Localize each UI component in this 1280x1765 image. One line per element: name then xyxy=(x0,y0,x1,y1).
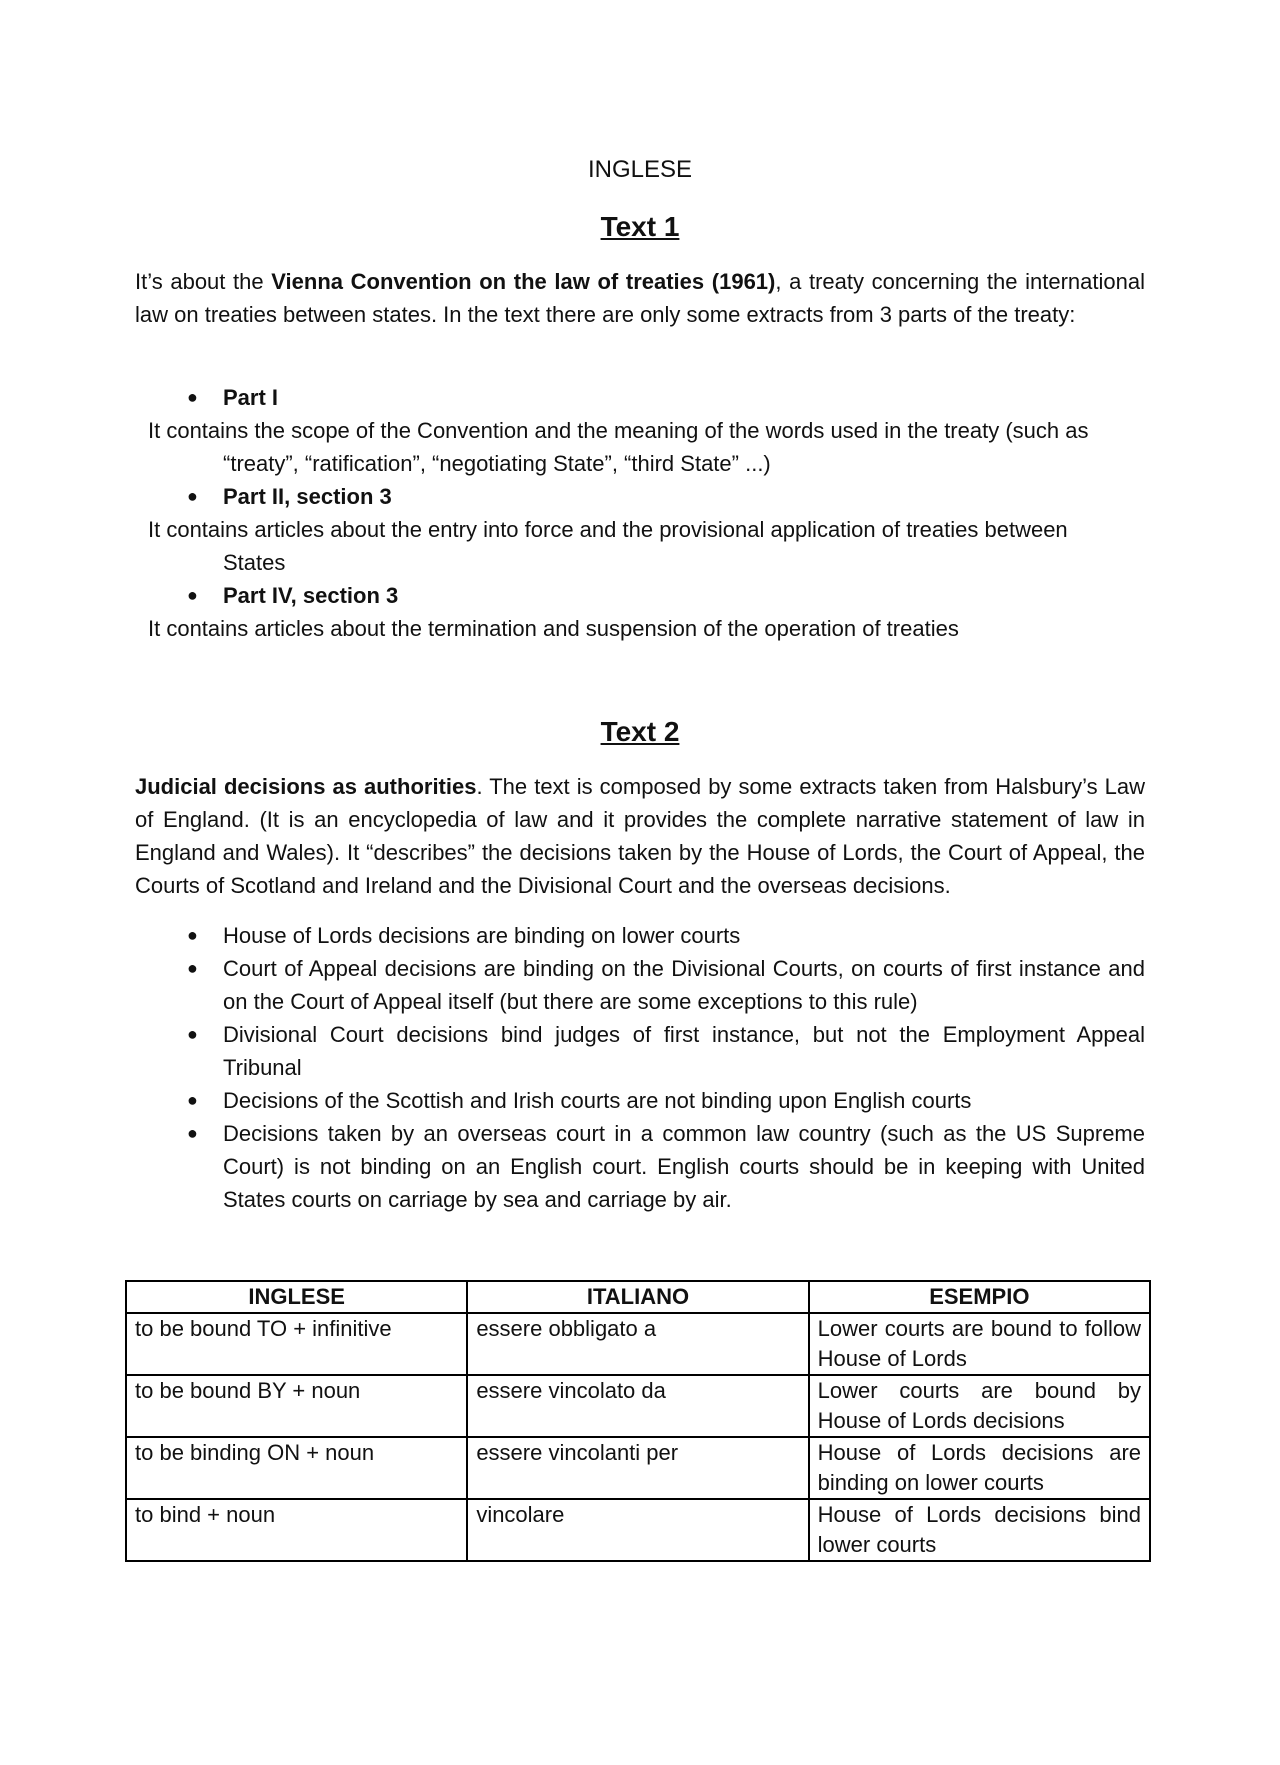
table-cell-example: House of Lords decisions bind lower courts xyxy=(809,1499,1150,1561)
part-description xyxy=(148,513,1145,579)
list-item xyxy=(187,1117,1145,1216)
bullet-icon: ● xyxy=(187,925,198,945)
bullet-icon: ● xyxy=(187,387,198,407)
table-row xyxy=(126,1313,1150,1375)
part-item xyxy=(187,381,1145,414)
column-header: INGLESE xyxy=(126,1281,467,1313)
table-row xyxy=(126,1437,1150,1499)
part-desc-line: States xyxy=(223,550,286,575)
list-item xyxy=(187,1018,1145,1084)
table-cell-example: Lower courts are bound by House of Lords decisions xyxy=(809,1375,1150,1437)
column-header: ITALIANO xyxy=(467,1281,808,1313)
table-cell-italian: essere obbligato a xyxy=(467,1313,808,1375)
section-title-text2: Text 2 xyxy=(600,716,680,747)
table-row xyxy=(126,1375,1150,1437)
table-cell-example: Lower courts are bound to follow House of Lords xyxy=(809,1313,1150,1375)
list-item-text: House of Lords decisions are binding on lower courts xyxy=(223,923,741,948)
table-cell-italian: essere vincolato da xyxy=(467,1375,808,1437)
list-item xyxy=(187,952,1145,1018)
document-title: INGLESE xyxy=(587,156,693,183)
part-description xyxy=(148,612,1145,645)
table-cell-english: to be binding ON + noun xyxy=(126,1437,467,1499)
vocabulary-table xyxy=(125,1280,1151,1562)
text1-intro-suffix: , a treaty concerning the international law on treaties between states. In the text there are only some extracts from 3 parts of the treaty: xyxy=(135,269,1145,327)
text2-intro-paragraph xyxy=(135,770,1145,902)
bullet-icon: ● xyxy=(187,486,198,506)
text2-intro-bold: Judicial decisions as authorities xyxy=(135,774,477,799)
table-cell-italian: essere vincolanti per xyxy=(467,1437,808,1499)
part-desc-line: It contains the scope of the Convention and the meaning of the words used in the treaty (such as xyxy=(148,418,1089,443)
part-desc-line: It contains articles about the entry into force and the provisional application of treaties between xyxy=(148,517,1068,542)
column-header: ESEMPIO xyxy=(809,1281,1150,1313)
part-label: Part I xyxy=(223,385,279,410)
list-item xyxy=(187,919,1145,952)
text2-intro-rest: . The text is composed by some extracts taken from Halsbury’s Law of England. (It is an encyclopedia of law and it provides the complete narrative statement of law in England and Wales). It “describes” the decisions taken by the House of Lords, the Court of Appeal, the Courts of Scotland and Ireland and the Divisional Court and the overseas decisions. xyxy=(135,774,1145,898)
table-cell-italian: vincolare xyxy=(467,1499,808,1561)
part-desc-line: “treaty”, “ratification”, “negotiating State”, “third State” ...) xyxy=(223,451,771,476)
list-item xyxy=(187,1084,1145,1117)
table-cell-english: to bind + noun xyxy=(126,1499,467,1561)
list-item-text: Court of Appeal decisions are binding on the Divisional Courts, on courts of first instance and on the Court of Appeal itself (but there are some exceptions to this rule) xyxy=(223,956,1145,1014)
section-title-text1: Text 1 xyxy=(600,211,680,242)
text1-intro-prefix: It’s about the xyxy=(135,269,272,294)
list-item-text: Decisions of the Scottish and Irish courts are not binding upon English courts xyxy=(223,1088,972,1113)
part-item xyxy=(187,579,1145,612)
text1-intro-paragraph xyxy=(135,265,1145,331)
bullet-icon: ● xyxy=(187,958,198,978)
bullet-icon: ● xyxy=(187,1024,198,1044)
bullet-icon: ● xyxy=(187,1090,198,1110)
list-item-text: Decisions taken by an overseas court in a common law country (such as the US Supreme Court) is not binding on an English court. English courts should be in keeping with United States courts on carriage by sea and carriage by air. xyxy=(223,1121,1145,1212)
bullet-icon: ● xyxy=(187,585,198,605)
table-cell-english: to be bound BY + noun xyxy=(126,1375,467,1437)
bullet-icon: ● xyxy=(187,1123,198,1143)
part-label: Part IV, section 3 xyxy=(223,583,399,608)
part-desc-line: It contains articles about the termination and suspension of the operation of treaties xyxy=(148,616,959,641)
part-description xyxy=(148,414,1145,480)
part-item xyxy=(187,480,1145,513)
text1-intro-bold: Vienna Convention on the law of treaties (1961) xyxy=(271,269,776,294)
list-item-text: Divisional Court decisions bind judges of first instance, but not the Employment Appeal Tribunal xyxy=(223,1022,1145,1080)
table-cell-english: to be bound TO + infinitive xyxy=(126,1313,467,1375)
table-cell-example: House of Lords decisions are binding on lower courts xyxy=(809,1437,1150,1499)
part-label: Part II, section 3 xyxy=(223,484,392,509)
table-header-row xyxy=(126,1281,1150,1313)
table-row xyxy=(126,1499,1150,1561)
